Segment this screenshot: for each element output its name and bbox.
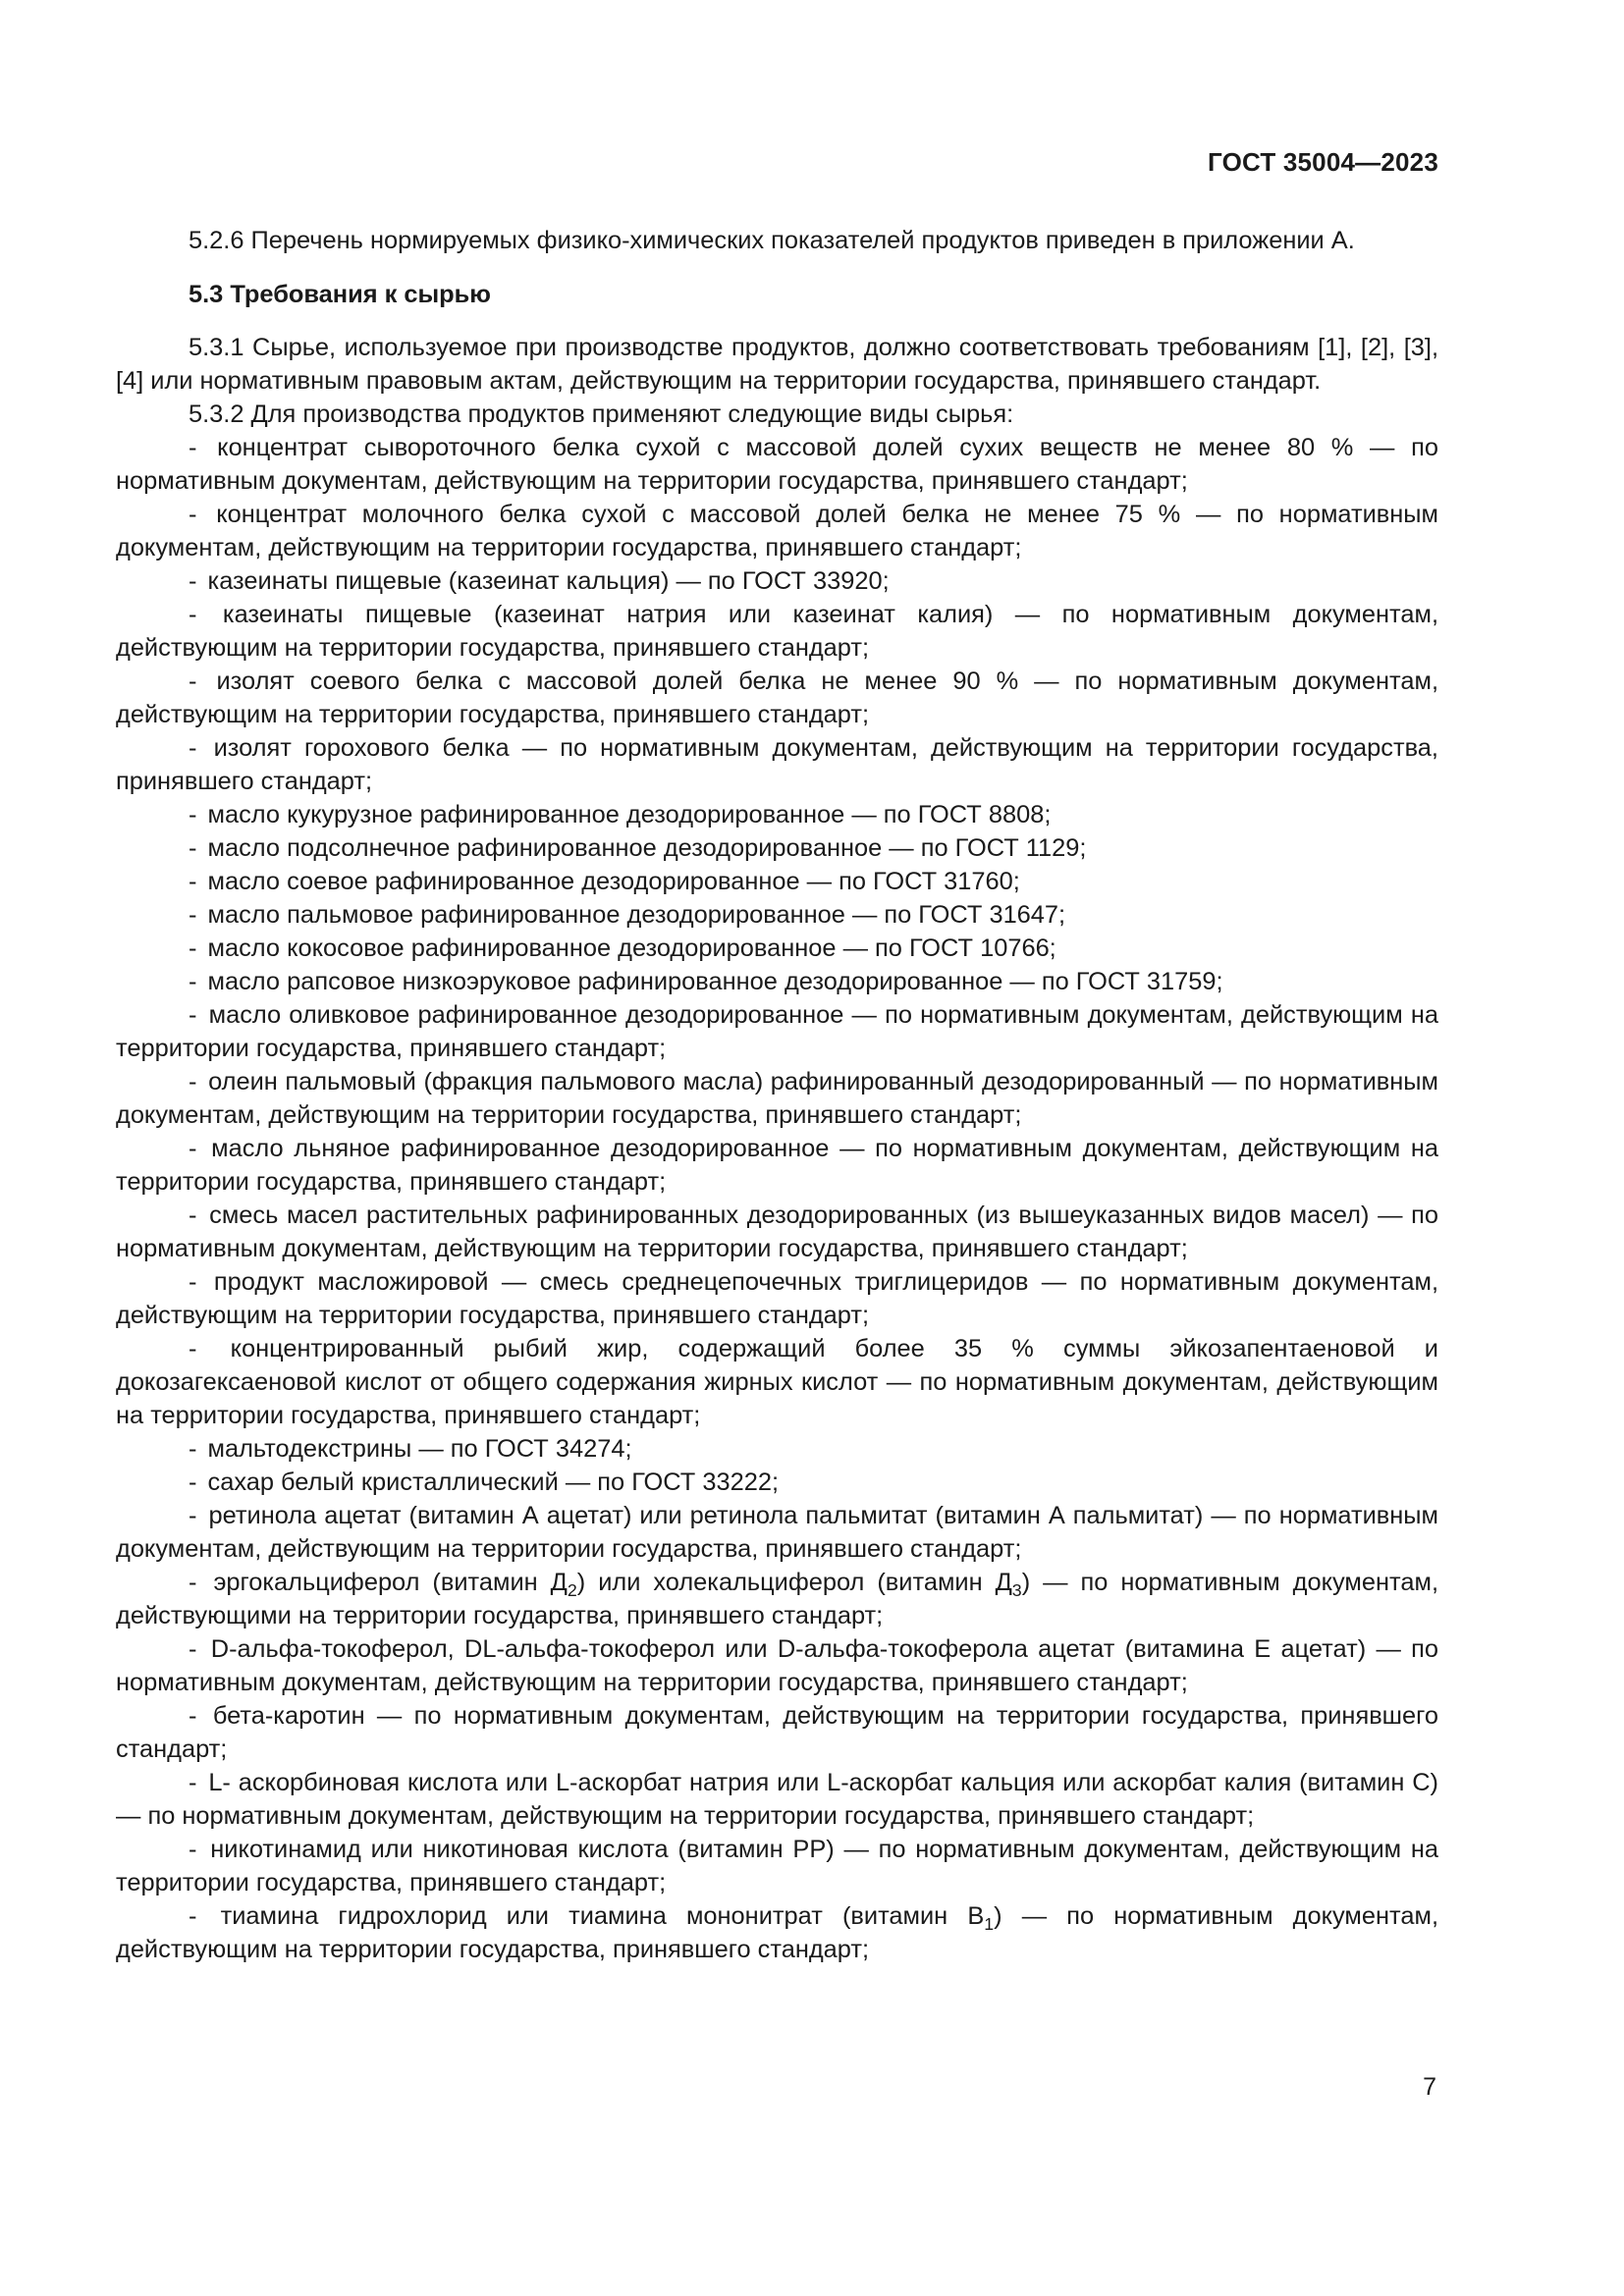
list-item: - масло кукурузное рафинированное дезодорированное — по ГОСТ 8808; [189, 801, 1052, 828]
paragraph-5-3-1: 5.3.1 Сырье, используемое при производстве продуктов, должно соответствовать требованиям [1], [2], [3], [4] или нормативным правовым актам, действующим на территории государства, принявшего стандарт. [116, 334, 1438, 395]
list-dash: - [189, 1201, 197, 1229]
list-item: - ретинола ацетат (витамин А ацетат) или ретинола пальмитат (витамин А пальмитат) — по нормативным документам, действующим на территории государства, принявшего стандарт; [116, 1502, 1438, 1563]
list-dash: - [189, 834, 197, 862]
list-dash: - [189, 667, 197, 695]
list-item: - концентрат молочного белка сухой с массовой долей белка не менее 75 % — по нормативным документам, действующим на территории государства, принявшего стандарт; [116, 501, 1438, 561]
list-item: - масло кокосовое рафинированное дезодорированное — по ГОСТ 10766; [189, 934, 1056, 962]
list-dash: - [189, 1502, 197, 1529]
list-item: - никотинамид или никотиновая кислота (витамин PP) — по нормативным документам, действующим на территории государства, принявшего стандарт; [116, 1836, 1438, 1896]
list-item: - сахар белый кристаллический — по ГОСТ 33222; [189, 1468, 780, 1496]
paragraph-5-3-2: 5.3.2 Для производства продуктов применяют следующие виды сырья: [189, 400, 1014, 428]
list-dash: - [189, 1902, 197, 1930]
list-dash: - [189, 434, 197, 461]
list-dash: - [189, 1769, 197, 1796]
list-item: - масло пальмовое рафинированное дезодорированное — по ГОСТ 31647; [189, 901, 1066, 929]
list-dash: - [189, 1335, 197, 1362]
list-dash: - [189, 934, 197, 962]
list-item: - изолят горохового белка — по нормативным документам, действующим на территории государства, принявшего стандарт; [116, 734, 1438, 795]
list-dash: - [189, 901, 197, 929]
list-item: - олеин пальмовый (фракция пальмового масла) рафинированный дезодорированный — по нормативным документам, действующим на территории государства, принявшего стандарт; [116, 1068, 1438, 1129]
list-item: - смесь масел растительных рафинированных дезодорированных (из вышеуказанных видов масел) — по нормативным документам, действующим на территории государства, принявшего стандарт; [116, 1201, 1438, 1262]
list-item: - масло соевое рафинированное дезодорированное — по ГОСТ 31760; [189, 868, 1020, 895]
list-item: - масло оливковое рафинированное дезодорированное — по нормативным документам, действующим на территории государства, принявшего стандарт; [116, 1001, 1438, 1062]
list-dash: - [189, 501, 197, 528]
list-dash: - [189, 1435, 197, 1463]
list-dash: - [189, 1836, 197, 1863]
list-dash: - [189, 1135, 197, 1162]
list-item: - продукт масложировой — смесь среднецепочечных триглицеридов — по нормативным документам, действующим на территории государства, принявшего стандарт; [116, 1268, 1438, 1329]
list-dash: - [189, 567, 197, 595]
list-item: - L- аскорбиновая кислота или L-аскорбат натрия или L-аскорбат кальция или аскорбат калия (витамин С) — по нормативным документам, действующим на территории государства, принявшего стандарт; [116, 1769, 1438, 1830]
document-body [116, 224, 1438, 1966]
list-dash: - [189, 868, 197, 895]
raw-materials-list [116, 431, 1438, 1966]
list-item: - изолят соевого белка с массовой долей белка не менее 90 % — по нормативным документам, действующим на территории государства, принявшего стандарт; [116, 667, 1439, 728]
list-item: - бета-каротин — по нормативным документам, действующим на территории государства, принявшего стандарт; [116, 1702, 1438, 1763]
list-dash: - [189, 1635, 197, 1663]
list-dash: - [189, 801, 197, 828]
list-dash: - [189, 1468, 197, 1496]
list-item: - казеинаты пищевые (казеинат кальция) — по ГОСТ 33920; [189, 567, 890, 595]
section-heading-5-3: 5.3 Требования к сырью [189, 281, 491, 308]
list-item: - концентрированный рыбий жир, содержащий более 35 % суммы эйкозапентаеновой и докозагексаеновой кислот от общего содержания жирных кислот — по нормативным документам, действующим на территории государства, принявшего стандарт; [116, 1335, 1438, 1429]
list-dash: - [189, 968, 197, 995]
list-dash: - [189, 1068, 197, 1095]
list-dash: - [189, 1569, 197, 1596]
list-item: - мальтодекстрины — по ГОСТ 34274; [189, 1435, 632, 1463]
page-number: 7 [1423, 2073, 1436, 2101]
list-item: - D-альфа-токоферол, DL-альфа-токоферол или D-альфа-токоферола ацетат (витамина Е ацетат) — по нормативным документам, действующим на территории государства, принявшего стандарт; [116, 1635, 1438, 1696]
list-item-vitamin-b1: - тиамина гидрохлорид или тиамина мононитрат (витамин $В_1$) — по нормативным документам, действующим на территории государства, принявшего стандарт; [116, 1902, 1438, 1963]
document-code: ГОСТ 35004—2023 [1208, 147, 1438, 177]
list-item: - казеинаты пищевые (казеинат натрия или казеинат калия) — по нормативным документам, действующим на территории государства, принявшего стандарт; [116, 601, 1438, 662]
list-item-vitamin-d: - эргокальциферол (витамин $Д_2$) или холекальциферол (витамин $Д_3$) — по нормативным документам, действующими на территории государства, принявшего стандарт; [116, 1569, 1438, 1629]
list-dash: - [189, 1268, 197, 1296]
list-item: - концентрат сывороточного белка сухой с массовой долей сухих веществ не менее 80 % — по нормативным документам, действующим на территории государства, принявшего стандарт; [116, 434, 1439, 495]
list-dash: - [189, 1001, 197, 1029]
list-dash: - [189, 601, 197, 628]
list-item: - масло рапсовое низкоэруковое рафинированное дезодорированное — по ГОСТ 31759; [189, 968, 1223, 995]
list-dash: - [189, 1702, 197, 1730]
list-item: - масло льняное рафинированное дезодорированное — по нормативным документам, действующим на территории государства, принявшего стандарт; [116, 1135, 1438, 1196]
list-dash: - [189, 734, 197, 762]
list-item: - масло подсолнечное рафинированное дезодорированное — по ГОСТ 1129; [189, 834, 1087, 862]
paragraph-5-2-6: 5.2.6 Перечень нормируемых физико-химических показателей продуктов приведен в приложении А. [189, 227, 1355, 254]
